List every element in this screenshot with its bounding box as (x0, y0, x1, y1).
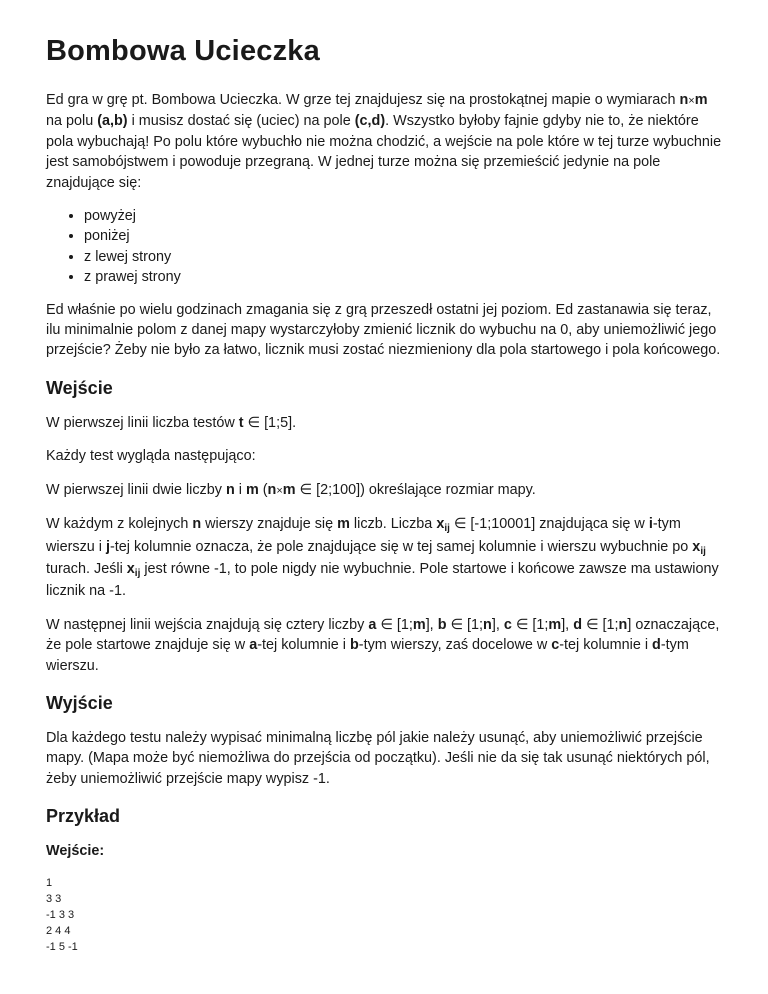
output-heading: Wyjście (46, 692, 113, 713)
intro-paragraph-2: Ed właśnie po wielu godzinach zmagania się z grą przeszedł ostatni jej poziom. Ed zastanawia się teraz, ilu minimalnie polom z danej mapy wystarczyłoby zmienić licznik do wybuchu na 0, aby uniemożliwić jego przejście? Żeby nie było za łatwo, licznik musi zostać niezmieniony dla pola startowego i pola końcowego. (46, 301, 721, 359)
example-line: 1 (46, 877, 53, 890)
example-input-label: Wejście: (46, 843, 105, 860)
example-line: -1 5 -1 (46, 941, 78, 954)
output-paragraph: Dla każdego testu należy wypisać minimalną liczbę pól jakie należy usunąć, aby uniemożliwić przejście mapy. (Mapa może być niemożliwa do przejścia od początku). Jeśli nie da się tak usunąć niektórych pól, żeby uniemożliwić przejście mapy wypisz -1. (46, 729, 710, 787)
page-title: Bombowa Ucieczka (46, 35, 320, 67)
example-line: 2 4 4 (46, 925, 71, 938)
list-item: • z prawej strony (84, 267, 724, 287)
input-line-size: W pierwszej linii dwie liczby n i m (n×m ∈ [2;100]) określające rozmiar mapy. (46, 481, 536, 498)
example-line: 3 3 (46, 893, 62, 906)
intro-paragraph: Ed gra w grę pt. Bombowa Ucieczka. W grze tej znajdujesz się na prostokątnej mapie o wymiarach n×m na polu (a,b) i musisz dostać się (uciec) na pole (c,d). Wszystko byłoby fajnie gdyby nie to, że niektóre pola wybuchają! Po polu które wybuchło nie można chodzić, a wejście na pole które w tej turze wybuchnie jest samobójstwem i powoduje przegraną. W jednej turze można się przemieścić jedynie na pole znajdujące się: (46, 92, 722, 191)
input-line-grid: W każdym z kolejnych n wierszy znajduje się m liczb. Liczba $x_{ij}$ ∈ [-1;10001] znajdująca się w i-tym wierszu i j-tej kolumnie oznacza, że pole znajdujące się w tej samej kolumnie i wierszu wybuchnie po $x_{ij}$ turach. Jeśli $x_{ij}$ jest równe -1, to pole nigdy nie wybuchnie. Pole startowe i końcowe zawsze ma ustawiony licznik na -1. (46, 516, 719, 600)
example-input-block (46, 875, 724, 955)
direction-list (46, 206, 724, 288)
input-heading: Wejście (46, 377, 113, 398)
list-item: • powyżej (84, 206, 724, 226)
example-heading: Przykład (46, 806, 121, 827)
input-line-coords: W następnej linii wejścia znajdują się cztery liczby a ∈ [1;m], b ∈ [1;n], c ∈ [1;m], d ∈ [1;n] oznaczające, że pole startowe znajduje się w a-tej kolumnie i b-tym wierszy, zaś docelowe w c-tej kolumnie i d-tym wierszu. (46, 616, 720, 674)
input-line-tests: W pierwszej linii liczba testów t ∈ [1;5]. (46, 414, 297, 431)
example-line: -1 3 3 (46, 909, 75, 922)
list-item: • z lewej strony (84, 247, 724, 267)
list-item: • poniżej (84, 226, 724, 246)
input-line-test-format: Każdy test wygląda następująco: (46, 448, 256, 465)
